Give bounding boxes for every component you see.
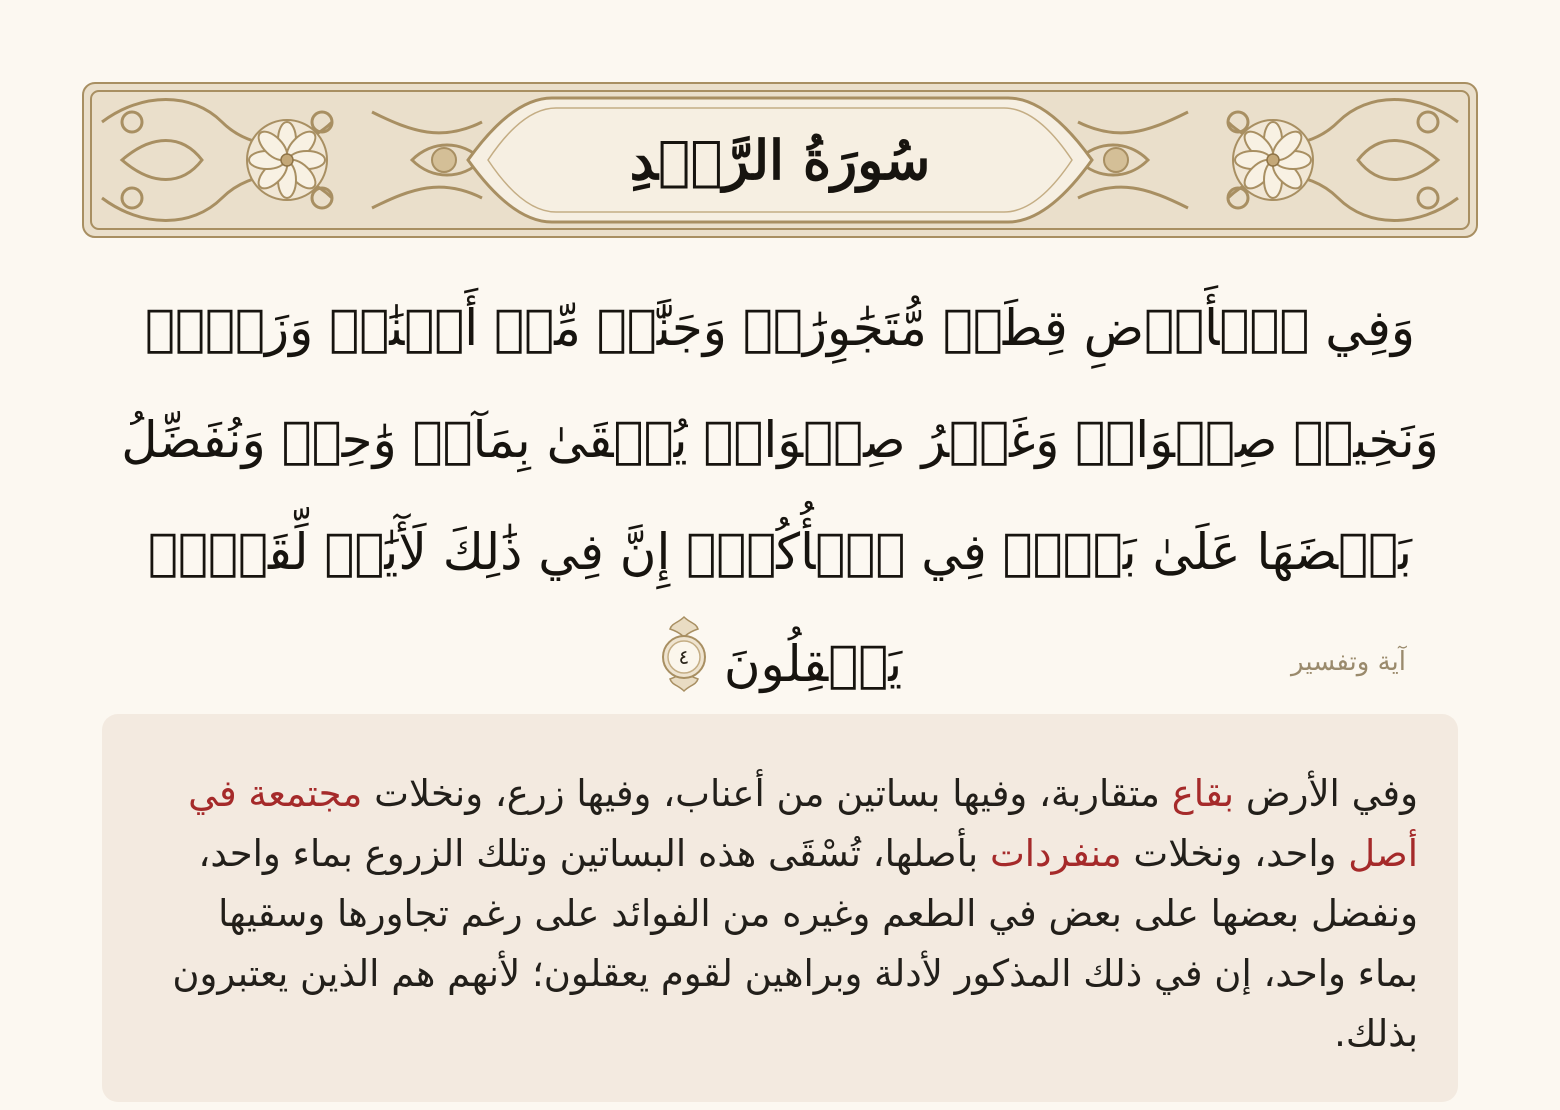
tafsir-segment: متقاربة، وفيها بساتين من أعناب، وفيها زرع، ونخلات — [362, 772, 1172, 815]
tafsir-card — [102, 714, 1458, 1102]
tafsir-segment: وفي الأرض — [1234, 772, 1418, 815]
section-label: آية وتفسير — [1291, 647, 1406, 677]
surah-header-banner — [82, 82, 1478, 238]
tafsir-segment: واحد، ونخلات — [1121, 832, 1349, 875]
tafsir-text — [152, 764, 1418, 1064]
surah-title: سُورَةُ الرَّعۡدِ — [629, 128, 931, 192]
tafsir-segment: بأصلها، تُسْقَى هذه البساتين وتلك الزروع بماء واحد، ونفضل بعضها على بعض في الطعم وغيره من الفوائد على رغم تجاورها وسقيها بماء واحد، إن في ذلك المذكور لأدلة وبراهين لقوم يعقلون؛ لأنهم هم الذين يعتبرون بذلك. — [172, 832, 1418, 1055]
ayah-number-marker[interactable] — [658, 615, 710, 693]
verse-text: وَفِي ٱلۡأَرۡضِ قِطَعٞ مُّتَجَٰوِرَٰتٞ وَجَنَّٰتٞ مِّنۡ أَعۡنَٰبٖ وَزَرۡعٞ وَنَخِيلٞ صِنۡوَانٞ وَغَيۡرُ صِنۡوَانٖ يُسۡقَىٰ بِمَآءٖ وَٰحِدٖ وَنُفَضِّلُ بَعۡضَهَا عَلَىٰ بَعۡضٖ فِي ٱلۡأُكُلِۚ إِنَّ فِي ذَٰلِكَ لَأٓيَٰتٖ لِّقَوۡمٖ يَعۡقِلُونَ — [121, 299, 1439, 693]
tafsir-highlight: بقاع — [1171, 772, 1235, 815]
ayah-number: ٤ — [678, 645, 690, 669]
tafsir-highlight: منفردات — [989, 832, 1122, 875]
tafsir-highlight: مجتمعة في أصل — [188, 772, 1418, 875]
